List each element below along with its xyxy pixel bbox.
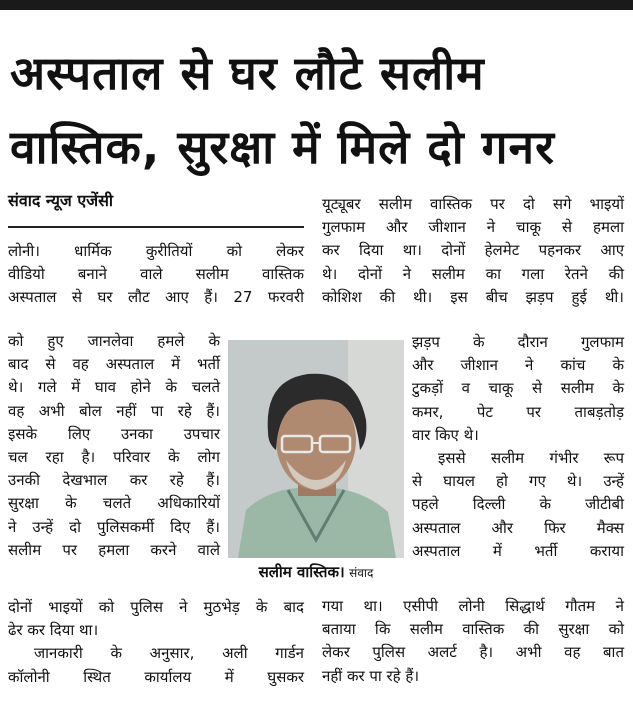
right-column-intro (322, 193, 624, 309)
article-line: गया था। एसीपी लोनी सिद्धार्थ गौतम ने (322, 597, 624, 615)
article-line: लोनी। धार्मिक कुरीतियों को लेकर (8, 242, 304, 260)
portrait-illustration (228, 340, 404, 558)
article-line: जानकारी के अनुसार, अली गार्डन (34, 644, 304, 663)
article-line: यूट्यूबर सलीम वास्तिक पर दो सगे भाइयों (322, 195, 624, 213)
photo-caption (228, 559, 404, 585)
article-line: बताया कि सलीम वास्तिक की सुरक्षा को (322, 620, 624, 639)
headline-line-1: अस्पताल से घर लौटे सलीम (10, 46, 485, 100)
article-line: सुरक्षा के चलते अधिकारियों (8, 494, 220, 513)
article-line: पहले दिल्ली के जीटीबी (412, 495, 624, 514)
article-line: नहीं कर पा रहे हैं। (322, 666, 420, 685)
caption-source: संवाद (349, 566, 374, 580)
article-line: गुलफाम और जीशान ने चाकू से हमला (322, 218, 624, 237)
article-line: को हुए जानलेवा हमले के (8, 332, 220, 350)
article-line: लेकर पुलिस अलर्ट है। अभी वह बात (322, 643, 624, 662)
article-line: थे। गले में घाव होने के चलते (8, 378, 220, 397)
article-line: इससे सलीम गंभीर रूप (438, 449, 624, 468)
article-line: टुकड़ों व चाकू से सलीम के (412, 379, 624, 398)
portrait-photo (228, 340, 404, 558)
article-line: वार किए थे। (412, 425, 479, 444)
caption-name: सलीम वास्तिक। (258, 563, 345, 581)
headline-line-2: वास्तिक, सुरक्षा में मिले दो गनर (10, 120, 555, 174)
byline: संवाद न्यूज एजेंसी (8, 191, 114, 210)
top-rule (0, 0, 633, 10)
article-line: वह अभी बोल नहीं पा रहे हैं। (8, 401, 220, 420)
article-line: कमर, पेट पर ताबड़तोड़ (412, 402, 624, 421)
left-column-bottom (8, 596, 304, 689)
right-column-wrap (412, 331, 624, 563)
right-column-bottom (322, 595, 624, 688)
article-line: अस्पताल में भर्ती कराया (412, 541, 624, 560)
article-line: चल रहा है। परिवार के लोग (8, 448, 220, 467)
article-line: झड़प के दौरान गुलफाम (412, 333, 624, 351)
article-line: इसके लिए उनका उपचार (8, 424, 220, 443)
article-line: सलीम पर हमला करने वाले (8, 540, 220, 559)
article-line: ढेर कर दिया था। (8, 621, 99, 640)
article-line: ने उन्हें दो पुलिसकर्मी दिए हैं। (8, 517, 220, 536)
left-column-intro (8, 240, 304, 310)
article-line: से घायल हो गए थे। उन्हें (412, 472, 624, 491)
left-column-wrap (8, 330, 220, 562)
article-line: कर दिया था। दोनों हेलमेट पहनकर आए (322, 241, 624, 260)
article-line: अस्पताल से घर लौट आए हैं। 27 फरवरी (8, 288, 304, 307)
article-line: दोनों भाइयों को पुलिस ने मुठभेड़ के बाद (8, 598, 304, 616)
byline-underline (8, 226, 304, 228)
article-line: अस्पताल और फिर मैक्स (412, 518, 624, 537)
article-line: उनकी देखभाल कर रहे हैं। (8, 471, 220, 490)
article-line: और जीशान ने कांच के (412, 356, 624, 375)
article-line: कोशिश की थी। इस बीच झड़प हुई थी। (322, 287, 624, 306)
article-line: थे। दोनों ने सलीम का गला रेतने की (322, 264, 624, 283)
article-line: बाद से वह अस्पताल में भर्ती (8, 355, 220, 374)
article-line: कॉलोनी स्थित कार्यालय में घुसकर (8, 667, 304, 686)
article-line: वीडियो बनाने वाले सलीम वास्तिक (8, 265, 304, 284)
